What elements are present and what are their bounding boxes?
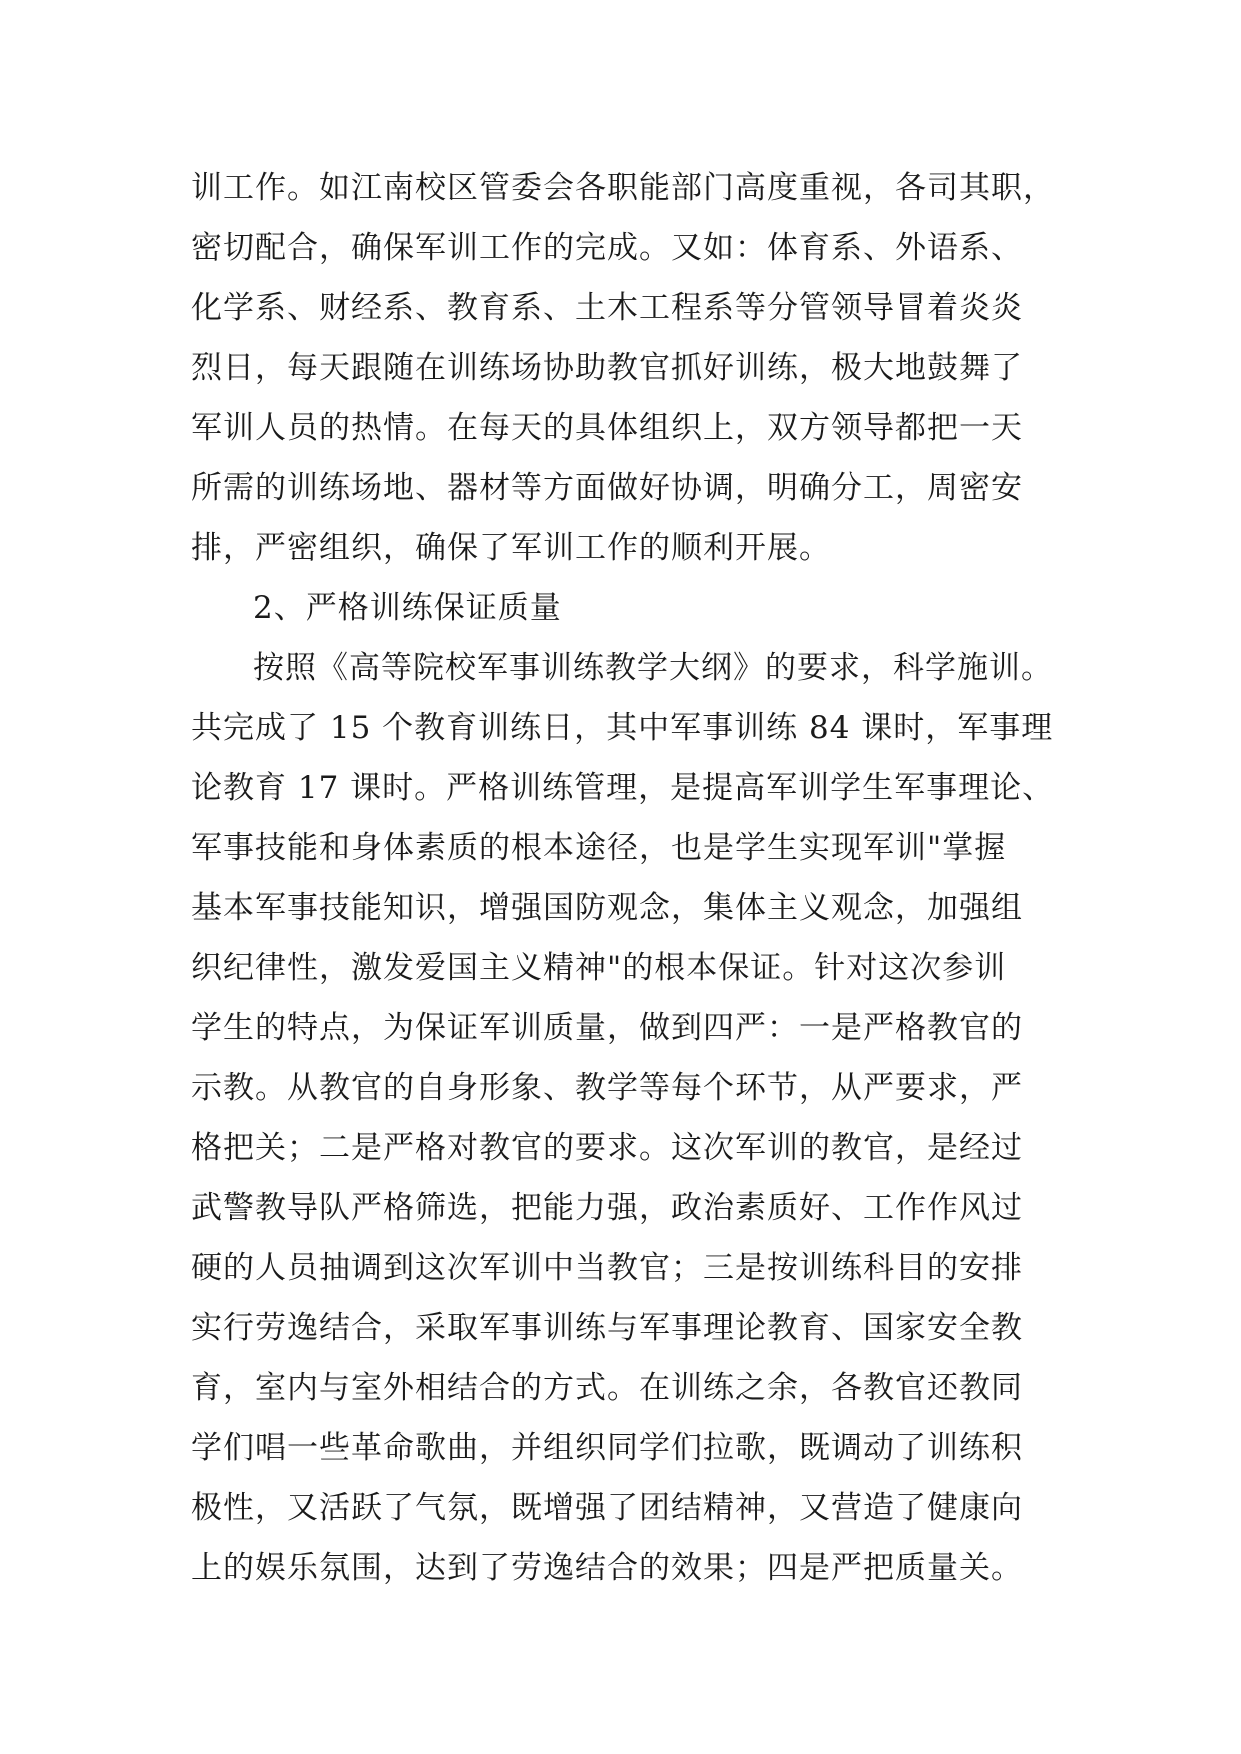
paragraph-first-line: 按照《高等院校军事训练教学大纲》的要求，科学施训。 (253, 650, 1053, 686)
text-line: 上的娱乐氛围，达到了劳逸结合的效果；四是严把质量关。 (191, 1550, 1023, 1586)
text-line: 学生的特点，为保证军训质量，做到四严：一是严格教官的 (191, 1010, 1023, 1046)
text-line: 学们唱一些革命歌曲，并组织同学们拉歌，既调动了训练积 (191, 1430, 1023, 1466)
text-line: 实行劳逸结合，采取军事训练与军事理论教育、国家安全教 (191, 1310, 1023, 1346)
text-line: 排，严密组织，确保了军训工作的顺利开展。 (191, 530, 831, 566)
text-line: 基本军事技能知识，增强国防观念，集体主义观念，加强组 (191, 890, 1023, 926)
section-heading: 2、严格训练保证质量 (253, 590, 562, 626)
text-line: 论教育 17 课时。严格训练管理，是提高军训学生军事理论、 (191, 770, 1055, 806)
text-line: 化学系、财经系、教育系、土木工程系等分管领导冒着炎炎 (191, 290, 1023, 326)
text-line: 共完成了 15 个教育训练日，其中军事训练 84 课时，军事理 (191, 710, 1054, 746)
text-line: 武警教导队严格筛选，把能力强，政治素质好、工作作风过 (191, 1190, 1023, 1226)
text-line: 格把关；二是严格对教官的要求。这次军训的教官，是经过 (191, 1130, 1023, 1166)
text-line: 烈日，每天跟随在训练场协助教官抓好训练，极大地鼓舞了 (191, 350, 1023, 386)
text-line: 硬的人员抽调到这次军训中当教官；三是按训练科目的安排 (191, 1250, 1023, 1286)
text-line: 密切配合，确保军训工作的完成。又如：体育系、外语系、 (191, 230, 1023, 266)
text-line: 所需的训练场地、器材等方面做好协调，明确分工，周密安 (191, 470, 1023, 506)
text-line: 军训人员的热情。在每天的具体组织上，双方领导都把一天 (191, 410, 1023, 446)
text-line: 织纪律性，激发爱国主义精神"的根本保证。针对这次参训 (191, 950, 1007, 986)
text-line: 育，室内与室外相结合的方式。在训练之余，各教官还教同 (191, 1370, 1023, 1406)
body-text (191, 158, 1071, 1598)
text-line: 军事技能和身体素质的根本途径，也是学生实现军训"掌握 (191, 830, 1007, 866)
text-line: 示教。从教官的自身形象、教学等每个环节，从严要求，严 (191, 1070, 1023, 1106)
text-line: 极性，又活跃了气氛，既增强了团结精神，又营造了健康向 (191, 1490, 1023, 1526)
text-line: 训工作。如江南校区管委会各职能部门高度重视，各司其职， (191, 170, 1055, 206)
